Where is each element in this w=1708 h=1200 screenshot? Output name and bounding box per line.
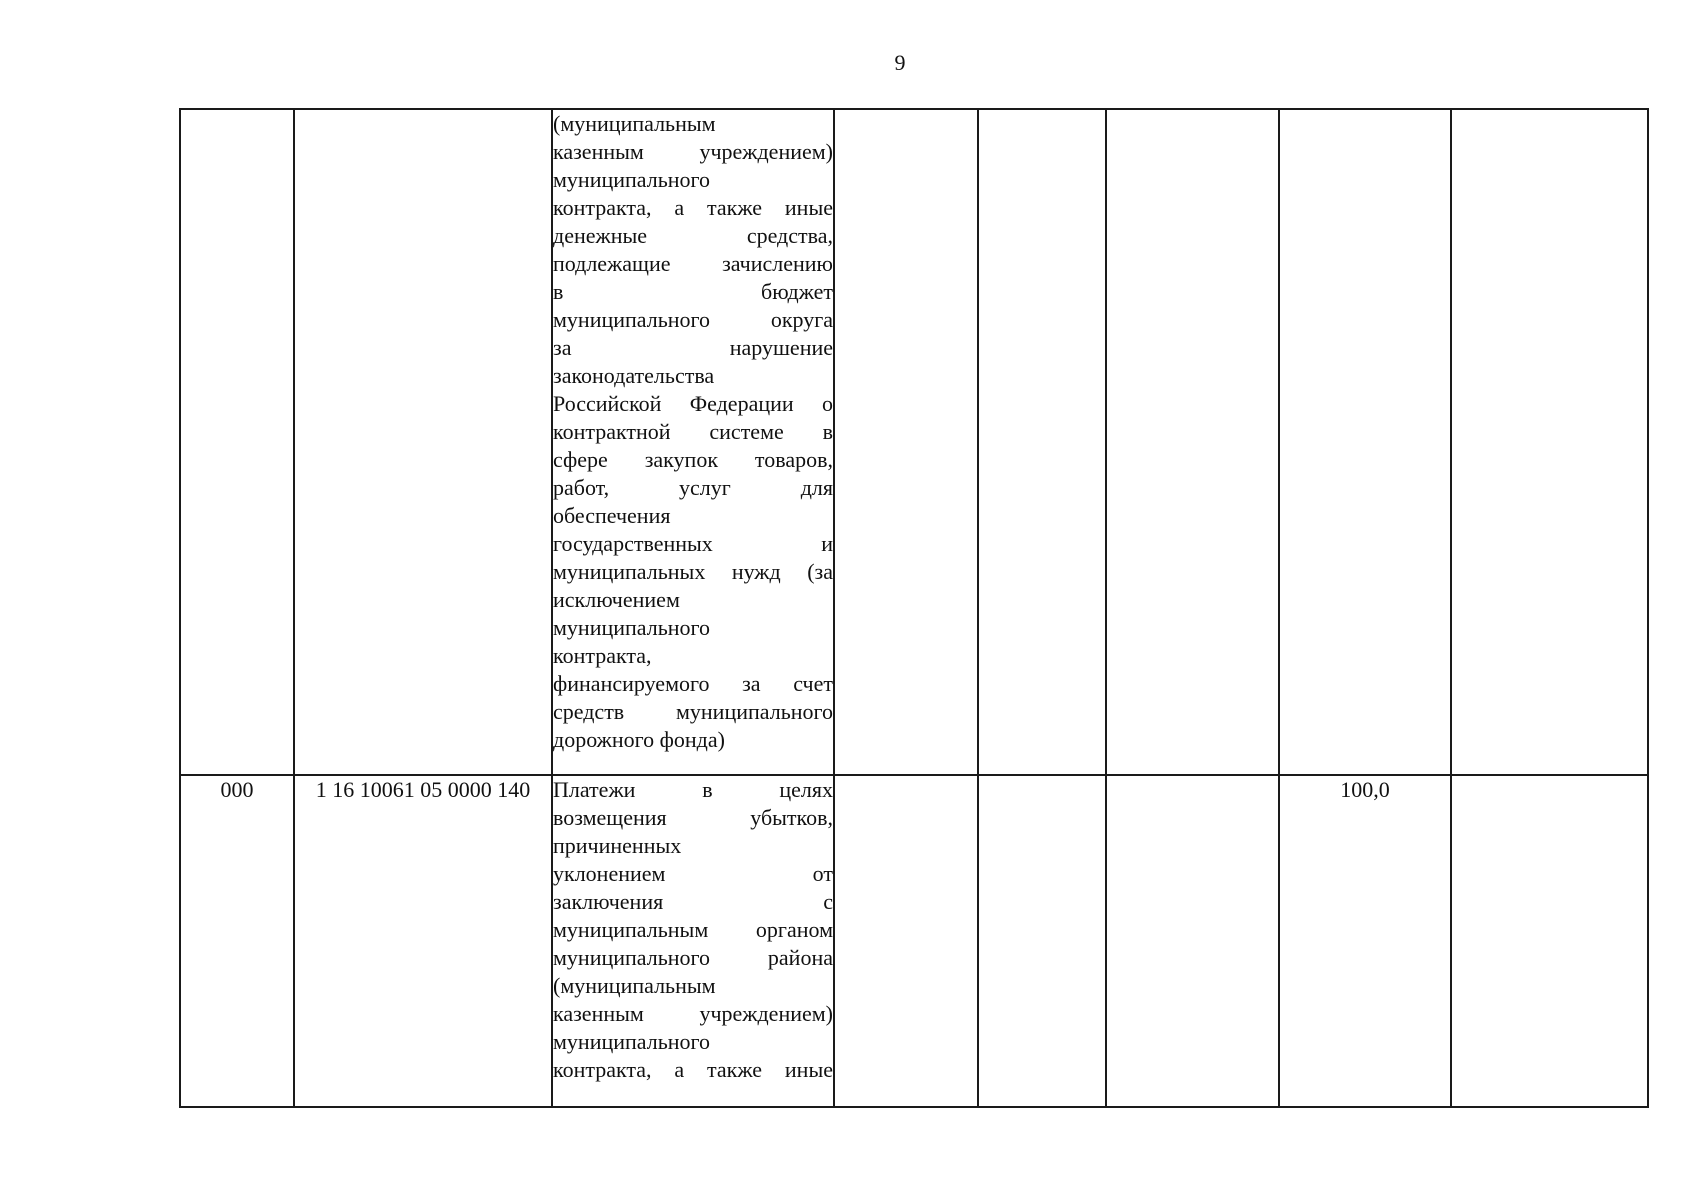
description-word: от (812, 861, 833, 886)
description-line (553, 138, 833, 166)
description-line (553, 804, 833, 832)
description-line (553, 860, 833, 888)
description-word: также (707, 195, 763, 220)
description-word: органом (755, 917, 833, 942)
table-cell-value (1451, 775, 1648, 1107)
description-word: иные (784, 1057, 833, 1082)
table-cell-value (1279, 109, 1451, 775)
description-line (553, 390, 833, 418)
description-line (553, 306, 833, 334)
description-word: также (707, 1057, 763, 1082)
description-word: нарушение (729, 335, 833, 360)
table-cell-code (180, 109, 294, 775)
table-row (180, 775, 1648, 1107)
description-word: бюджет (761, 279, 833, 304)
description-line (553, 726, 833, 754)
table-cell-value (834, 109, 978, 775)
description-line (553, 1000, 833, 1028)
description-word: контрактной (553, 419, 671, 444)
table-cell-code: 000 (180, 775, 294, 1107)
description-word: уклонением (553, 861, 666, 886)
page-number: 9 (894, 50, 906, 75)
description-line (553, 558, 833, 586)
table-cell-value (1106, 109, 1279, 775)
description-line (553, 1028, 833, 1056)
description-word: системе (709, 419, 784, 444)
table-cell-kbk: 1 16 10061 05 0000 140 (294, 775, 552, 1107)
description-word: денежные (553, 223, 648, 248)
description-word: за (553, 335, 572, 360)
description-word: а (674, 1057, 685, 1082)
description-word: (муниципальным (553, 973, 716, 998)
description-line (553, 166, 833, 194)
description-text (553, 776, 833, 1084)
description-line (553, 502, 833, 530)
description-word: муниципального (553, 615, 711, 640)
description-line (553, 888, 833, 916)
description-word: за (742, 671, 761, 696)
description-word: казенным (553, 139, 644, 164)
revenue-table (179, 108, 1649, 1108)
description-word: товаров, (754, 447, 833, 472)
description-word: сфере (553, 447, 608, 472)
description-line (553, 944, 833, 972)
description-word: нужд (731, 559, 781, 584)
description-word: для (800, 475, 833, 500)
description-word: контракта, (553, 195, 652, 220)
description-line (553, 250, 833, 278)
description-word: в (822, 419, 833, 444)
description-word: подлежащие (553, 251, 671, 276)
description-word: муниципального (553, 167, 711, 192)
description-word: района (767, 945, 833, 970)
description-line (553, 916, 833, 944)
description-line (553, 1056, 833, 1084)
table-cell-value (1451, 109, 1648, 775)
description-word: государственных (553, 531, 713, 556)
table-cell-description (552, 775, 834, 1107)
description-word: учреждением) (699, 1001, 833, 1026)
description-word: целях (779, 777, 833, 802)
table-cell-value: 100,0 (1279, 775, 1451, 1107)
description-word: и (821, 531, 833, 556)
description-word: с (823, 889, 833, 914)
description-line (553, 832, 833, 860)
description-word: о (821, 391, 833, 416)
description-word: округа (770, 307, 833, 332)
description-line (553, 362, 833, 390)
description-line (553, 972, 833, 1000)
table-cell-value (834, 775, 978, 1107)
description-word: муниципальным (553, 917, 709, 942)
description-word: счет (793, 671, 833, 696)
description-word: казенным (553, 1001, 644, 1026)
description-word: услуг (679, 475, 731, 500)
table-cell-kbk (294, 109, 552, 775)
description-word: заключения (553, 889, 664, 914)
description-word: средств (553, 699, 625, 724)
description-word: Российской (553, 391, 662, 416)
table-row (180, 109, 1648, 775)
description-word: причиненных (553, 833, 682, 858)
description-line (553, 334, 833, 362)
description-line (553, 586, 833, 614)
table-cell-value (978, 109, 1106, 775)
description-word: дорожного фонда) (553, 727, 725, 752)
description-word: возмещения (553, 805, 667, 830)
table-cell-value (978, 775, 1106, 1107)
description-word: зачислению (722, 251, 833, 276)
description-word: убытков, (750, 805, 833, 830)
description-word: иные (784, 195, 833, 220)
description-word: финансируемого (553, 671, 710, 696)
description-line (553, 222, 833, 250)
description-word: Платежи (553, 777, 636, 802)
description-word: контракта, (553, 643, 652, 668)
description-line (553, 614, 833, 642)
description-word: закупок (644, 447, 719, 472)
description-text (553, 110, 833, 754)
description-line (553, 418, 833, 446)
description-word: средства, (746, 223, 833, 248)
description-word: в (553, 279, 564, 304)
description-line (553, 698, 833, 726)
description-word: законодательства (553, 363, 715, 388)
description-word: муниципальных (553, 559, 706, 584)
description-line (553, 278, 833, 306)
description-word: в (702, 777, 713, 802)
description-line (553, 642, 833, 670)
description-word: муниципального (553, 945, 711, 970)
description-word: исключением (553, 587, 680, 612)
description-word: работ, (553, 475, 610, 500)
description-line (553, 474, 833, 502)
description-word: муниципального (675, 699, 833, 724)
description-word: Федерации (689, 391, 794, 416)
description-word: (муниципальным (553, 111, 716, 136)
description-line (553, 194, 833, 222)
description-word: муниципального (553, 1029, 711, 1054)
table-cell-value (1106, 775, 1279, 1107)
description-word: контракта, (553, 1057, 652, 1082)
description-word: (за (807, 559, 833, 584)
description-word: учреждением) (699, 139, 833, 164)
table-cell-description (552, 109, 834, 775)
description-word: обеспечения (553, 503, 671, 528)
description-line (553, 670, 833, 698)
description-word: муниципального (553, 307, 711, 332)
description-line (553, 530, 833, 558)
description-word: а (674, 195, 685, 220)
description-line (553, 110, 833, 138)
description-line (553, 776, 833, 804)
description-line (553, 446, 833, 474)
